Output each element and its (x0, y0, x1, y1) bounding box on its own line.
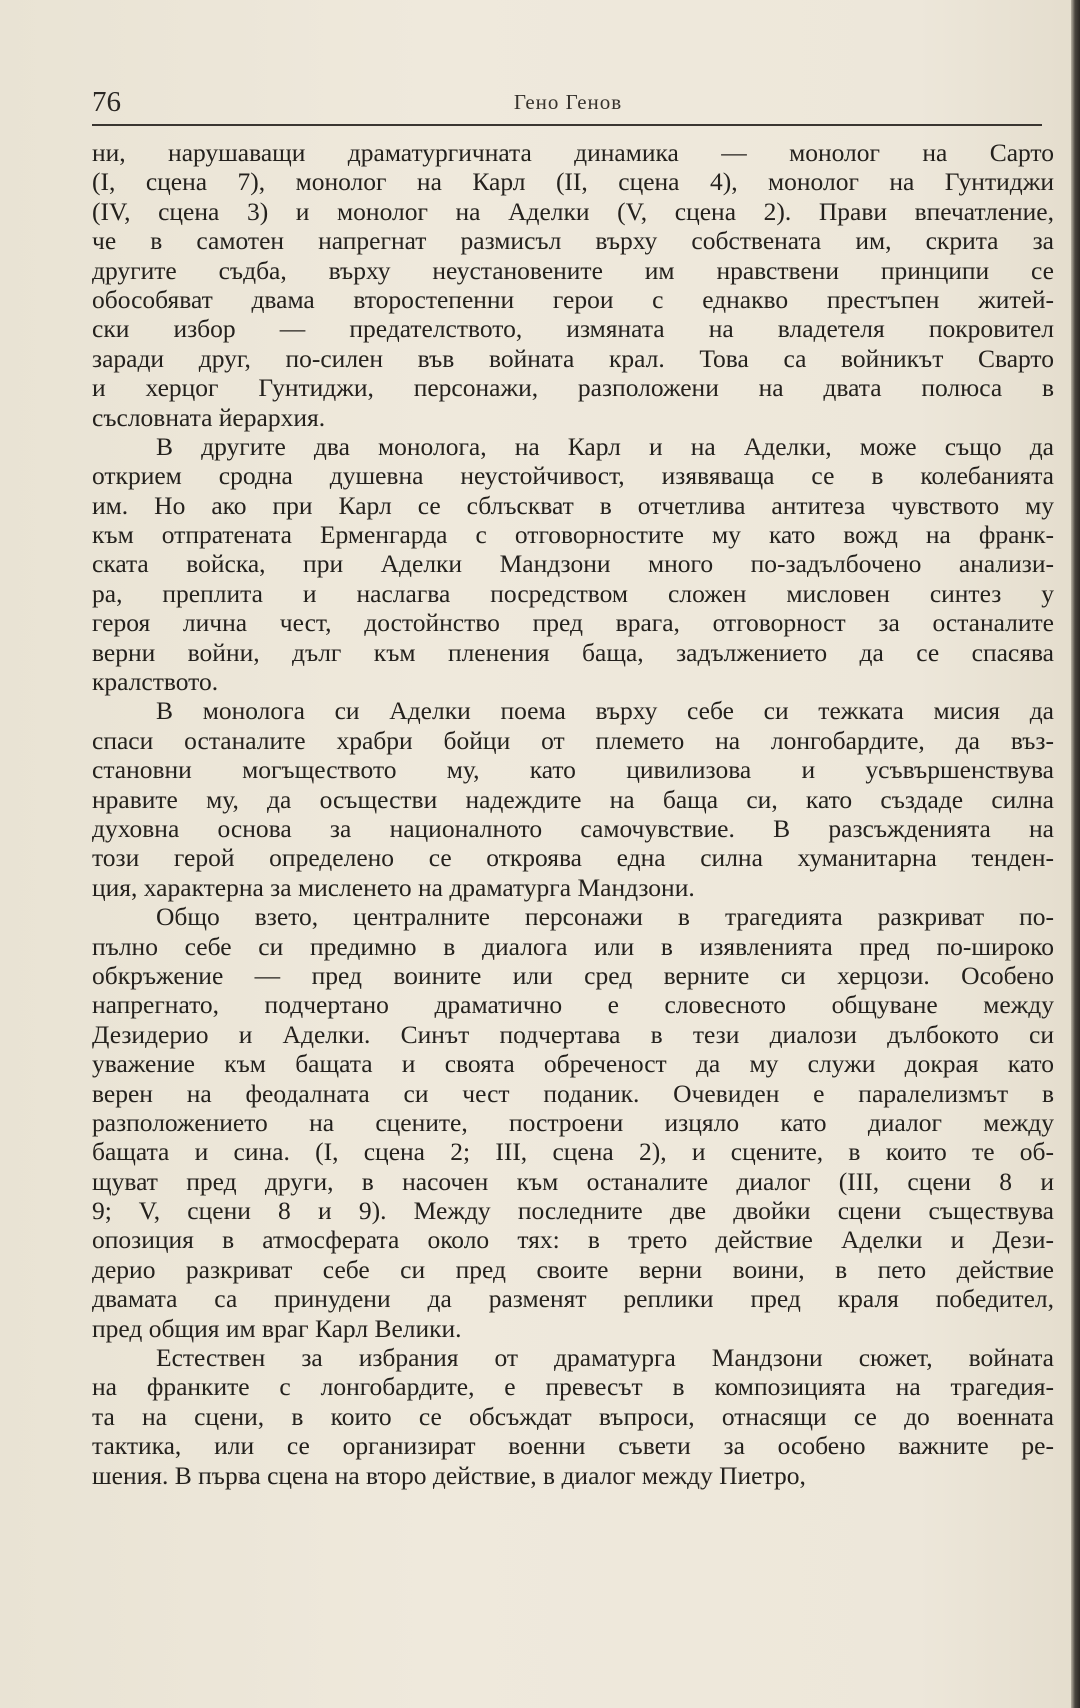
text-line: Общо взето, централните персонажи в трагедията разкриват по- (156, 902, 1054, 932)
text-line: становни могъществото му, като цивилизова и усъвършенствува (92, 755, 1054, 785)
paragraph (92, 696, 1054, 902)
text-line: нравите му, да осъществи надеждите на баща си, като създаде силна (92, 784, 1054, 814)
text-line: спаси останалите храбри бойци от племето на лонгобардите, да въз- (92, 725, 1054, 755)
text-line: пред общия им враг Карл Велики. (92, 1313, 462, 1343)
text-line: ни, нарушаващи драматургичната динамика — монолог на Сарто (92, 138, 1054, 167)
text-line: разположението на сцените, построени изцяло като диалог между (92, 1107, 1054, 1137)
text-line: кралството. (92, 667, 219, 697)
text-line: към отпратената Ерменгарда с отговорностите му като вожд на франк- (92, 520, 1054, 550)
text-line: заради друг, по-силен във войната крал. Това са войникът Сварто (92, 343, 1054, 373)
text-line: В другите два монолога, на Карл и на Аделки, може също да (156, 431, 1054, 461)
text-line: обкръжение — пред воините или сред верните си херцози. Особено (92, 960, 1054, 990)
text-line: ция, характерна за мисленето на драматурга Мандзони. (92, 872, 695, 902)
text-line: този герой определено се откроява една силна хуманитарна тенден- (92, 843, 1054, 873)
text-line: съсловната йерархия. (92, 402, 326, 432)
text-line: им. Но ако при Карл се сблъскват в отчетлива антитеза чувството му (92, 490, 1054, 520)
text-line: щуват пред други, в насочен към останалите диалог (III, сцени 8 и (92, 1166, 1054, 1196)
text-line: 9; V, сцени 8 и 9). Между последните две двойки сцени съществува (92, 1196, 1054, 1226)
page-header (92, 86, 1044, 122)
text-line: уважение към бащата и своята обреченост да му служи докрая като (92, 1049, 1054, 1079)
text-line: шения. В първа сцена на второ действие, в диалог между Пиетро, (92, 1460, 806, 1490)
text-line: напрегнато, подчертано драматично е словесното общуване между (92, 990, 1054, 1020)
text-line: двамата са принудени да разменят реплики пред краля победител, (92, 1284, 1054, 1314)
text-line: тактика, или се организират военни съвети за особено важните ре- (92, 1431, 1054, 1461)
paragraph (92, 138, 1054, 432)
text-line: духовна основа за националното самочувствие. В разсъжденията на (92, 813, 1054, 843)
header-rule (92, 124, 1042, 126)
text-line: на франките с лонгобардите, е превесът в композицията на трагедия- (92, 1372, 1054, 1402)
text-line: героя лична чест, достойнство пред врага, отговорност за останалите (92, 608, 1054, 638)
text-line: В монолога си Аделки поема върху себе си тежката мисия да (156, 696, 1054, 726)
running-head: Гено Генов (513, 90, 623, 114)
text-line: Дезидерио и Аделки. Синът подчертава в тези диалози дълбокото си (92, 1019, 1054, 1049)
text-line: (IV, сцена 3) и монолог на Аделки (V, сцена 2). Прави впечатление, (92, 196, 1054, 226)
text-line: бащата и сина. (I, сцена 2; III, сцена 2), и сцените, в които те об- (92, 1137, 1054, 1167)
text-line: обособяват двама второстепенни герои с еднакво престъпен житей- (92, 284, 1054, 314)
paragraph (92, 902, 1054, 1343)
text-line: опозиция в атмосферата около тях: в трето действие Аделки и Дези- (92, 1225, 1054, 1255)
text-line: открием сродна душевна неустойчивост, изявяваща се в колебанията (92, 461, 1054, 491)
text-line: верен на феодалната си чест поданик. Очевиден е паралелизмът в (92, 1078, 1054, 1108)
text-line: (I, сцена 7), монолог на Карл (II, сцена 4), монолог на Гунтиджи (92, 167, 1054, 197)
text-line: та на сцени, в които се обсъждат въпроси, отнасящи се до военната (92, 1401, 1054, 1431)
paragraph (92, 432, 1054, 697)
page-edge-shadow (1071, 0, 1080, 1708)
text-line: дерио разкриват себе си пред своите верни воини, в пето действие (92, 1254, 1054, 1284)
text-line: ската войска, при Аделки Мандзони много по-задълбочено анализи- (92, 549, 1054, 579)
text-line: пълно себе си предимно в диалога или в изявленията пред по-широко (92, 931, 1054, 961)
paragraph (92, 1343, 1054, 1490)
text-line: Естествен за избрания от драматурга Мандзони сюжет, войната (156, 1343, 1054, 1373)
text-line: ски избор — предателството, измяната на владетеля покровител (92, 314, 1054, 344)
text-line: ра, преплита и наслагва посредством сложен мисловен синтез у (92, 578, 1054, 608)
body-text (92, 138, 1054, 1490)
text-line: и херцог Гунтиджи, персонажи, разположени на двата полюса в (92, 373, 1054, 403)
text-line: че в самотен напрегнат размисъл върху собствената им, скрита за (92, 226, 1054, 256)
page-number: 76 (92, 86, 121, 118)
text-line: верни войни, дълг към пленения баща, задължението да се спасява (92, 637, 1054, 667)
text-line: другите съдба, върху неустановените им нравствени принципи се (92, 255, 1054, 285)
